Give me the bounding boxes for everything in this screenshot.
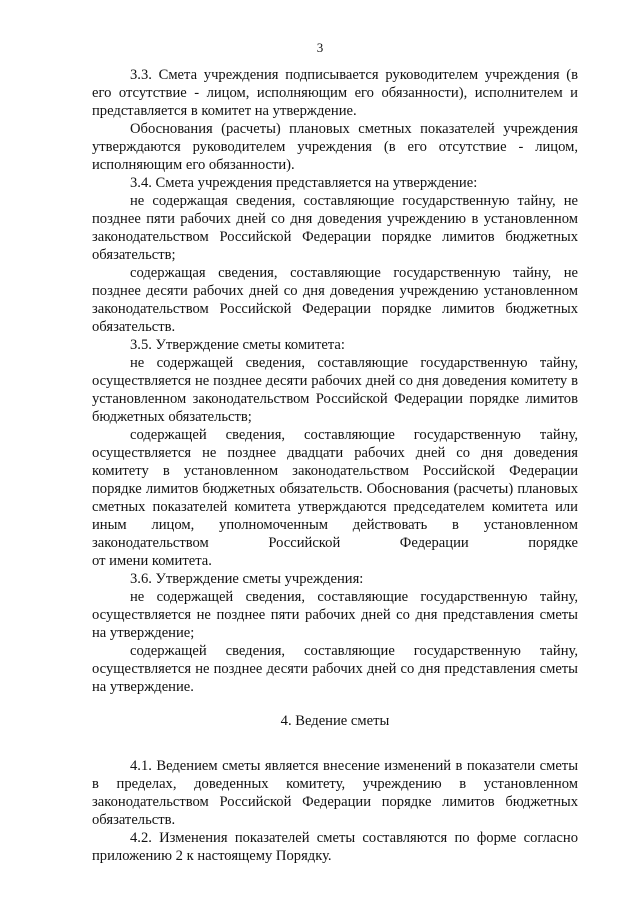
paragraph-3-5-secret-end: от имени комитета.: [92, 553, 212, 569]
paragraph-3-3: 3.3. Смета учреждения подписывается руководителем учреждения (в его отсутствие - лицом, исполняющим его обязанности), исполнителем и представляется в комитет на утверждение.: [92, 67, 578, 119]
paragraph-3-5: 3.5. Утверждение сметы комитета:: [130, 337, 345, 353]
paragraph-3-6-secret: содержащей сведения, составляющие государственную тайну, осуществляется не позднее десяти рабочих дней со дня представления сметы на утверждение.: [92, 643, 578, 695]
paragraph-4-2: 4.2. Изменения показателей сметы составляются по форме согласно приложению 2 к настоящему Порядку.: [92, 830, 578, 864]
paragraph-4-1: 4.1. Ведением сметы является внесение изменений в показатели сметы в пределах, доведенных комитету, учреждению в установленном законодательством Российской Федерации порядке лимитов бюджетных обязательств.: [92, 758, 578, 828]
document-body: [92, 66, 578, 865]
paragraph-3-5-secret: содержащей сведения, составляющие государственную тайну, осуществляется не позднее двадцати рабочих дней со дня доведения комитету в установленном законодательством Российской Федерации порядке лимитов бюджетных обязательств. Обоснования (расчеты) плановых сметных показателей комитета утверждаются председателем комитета или иным лицом, уполномоченным действовать в установленном: [92, 427, 578, 533]
spacer: [92, 730, 578, 757]
paragraph-3-4-secret: содержащая сведения, составляющие государственную тайну, не позднее десяти рабочих дней со дня доведения учреждению установленном законодательством Российской Федерации порядке лимитов бюджетных обязательств.: [92, 265, 578, 335]
paragraph-3-6: 3.6. Утверждение сметы учреждения:: [130, 571, 364, 587]
paragraph-3-6-not-secret: не содержащей сведения, составляющие государственную тайну, осуществляется не позднее пяти рабочих дней со дня представления сметы на утверждение;: [92, 589, 578, 641]
section-title: 4. Ведение сметы: [280, 713, 390, 729]
page-number: 3: [316, 40, 324, 55]
paragraph-3-5-not-secret: не содержащей сведения, составляющие государственную тайну, осуществляется не позднее десяти рабочих дней со дня доведения комитету в установленном законодательством Российской Федерации порядке лимитов бюджетных обязательств;: [92, 355, 578, 425]
paragraph-justification: Обоснования (расчеты) плановых сметных показателей учреждения утверждаются руководителем учреждения (в его отсутствие - лицом, исполняющим его обязанности).: [92, 121, 578, 173]
paragraph-3-5-secret-line: законодательством Российской Федерации порядке: [92, 535, 578, 551]
paragraph-3-4: 3.4. Смета учреждения представляется на утверждение:: [130, 175, 478, 191]
spacer: [92, 696, 578, 712]
paragraph-3-4-not-secret: не содержащая сведения, составляющие государственную тайну, не позднее пяти рабочих дней со дня доведения учреждению в установленном законодательством Российской Федерации порядке лимитов бюджетных обязательств;: [92, 193, 578, 263]
